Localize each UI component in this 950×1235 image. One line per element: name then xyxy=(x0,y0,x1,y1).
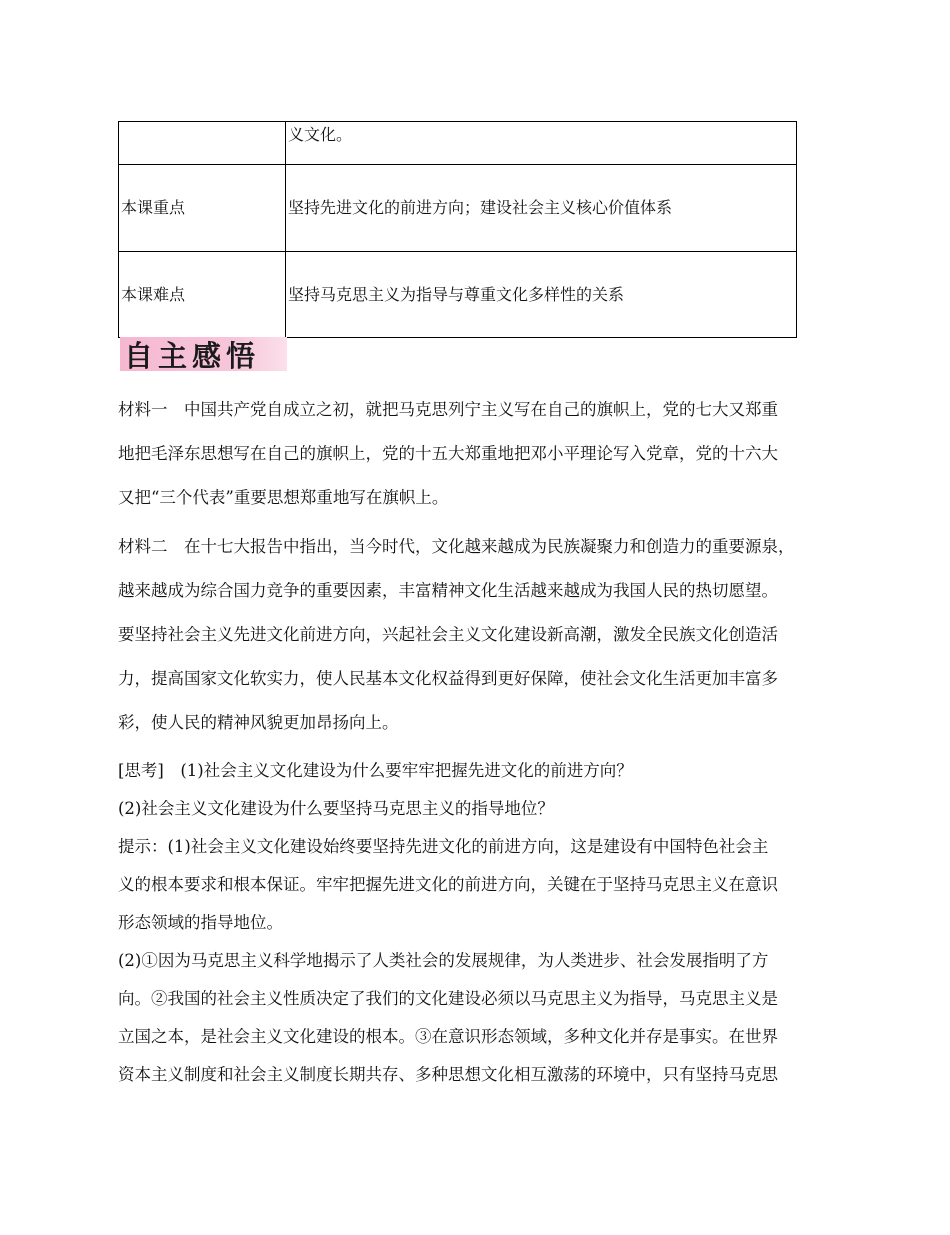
table-label-cell: 本课难点 xyxy=(119,252,286,338)
text-line: 义的根本要求和根本保证。牢牢把握先进文化的前进方向，关键在于坚持马克思主义在意识 xyxy=(118,875,778,894)
text-line: 立国之本，是社会主义文化建设的根本。③在意识形态领域，多种文化并存是事实。在世界 xyxy=(118,1027,778,1046)
table-value-cell: 义文化。 xyxy=(286,122,797,165)
text-line: 又把“三个代表”重要思想郑重地写在旗帜上。 xyxy=(118,488,449,507)
table-row xyxy=(119,252,797,338)
section-heading-text: 自主感悟 xyxy=(124,338,261,373)
text-line: 越来越成为综合国力竞争的重要因素，丰富精神文化生活越来越成为我国人民的热切愿望。 xyxy=(118,581,778,600)
text-line: (2)社会主义文化建设为什么要坚持马克思主义的指导地位？ xyxy=(118,799,554,818)
text-line: 地把毛泽东思想写在自己的旗帜上，党的十五大郑重地把邓小平理论写入党章，党的十六大 xyxy=(118,444,778,463)
lesson-info-table xyxy=(118,121,797,338)
text-line: 材料二 在十七大报告中指出，当今时代，文化越来越成为民族凝聚力和创造力的重要源泉， xyxy=(118,537,795,556)
thinking-section xyxy=(118,752,838,1094)
text-line: 材料一 中国共产党自成立之初，就把马克思列宁主义写在自己的旗帜上，党的七大又郑重 xyxy=(118,400,778,419)
text-line: 提示：(1)社会主义文化建设始终要坚持先进文化的前进方向，这是建设有中国特色社会主 xyxy=(118,837,769,856)
table-label-cell: 本课重点 xyxy=(119,165,286,252)
material-one-paragraph xyxy=(118,388,838,520)
text-line: 资本主义制度和社会主义制度长期共存、多种思想文化相互激荡的环境中，只有坚持马克思 xyxy=(118,1065,778,1084)
text-line: (2)①因为马克思主义科学地揭示了人类社会的发展规律，为人类进步、社会发展指明了方 xyxy=(118,951,769,970)
table-value-cell: 坚持先进文化的前进方向；建设社会主义核心价值体系 xyxy=(286,165,797,252)
text-line: 彩，使人民的精神风貌更加昂扬向上。 xyxy=(118,713,399,732)
table-label-cell xyxy=(119,122,286,165)
text-line: 力，提高国家文化软实力，使人民基本文化权益得到更好保障，使社会文化生活更加丰富多 xyxy=(118,669,778,688)
text-line: [思考] (1)社会主义文化建设为什么要牢牢把握先进文化的前进方向？ xyxy=(118,761,633,780)
table-row xyxy=(119,122,797,165)
text-line: 向。②我国的社会主义性质决定了我们的文化建设必须以马克思主义为指导，马克思主义是 xyxy=(118,989,778,1008)
section-heading xyxy=(120,337,287,371)
table-row xyxy=(119,165,797,252)
material-two-paragraph xyxy=(118,525,838,745)
text-line: 形态领域的指导地位。 xyxy=(118,913,283,932)
text-line: 要坚持社会主义先进文化前进方向，兴起社会主义文化建设新高潮，激发全民族文化创造活 xyxy=(118,625,778,644)
table-value-cell: 坚持马克思主义为指导与尊重文化多样性的关系 xyxy=(286,252,797,338)
